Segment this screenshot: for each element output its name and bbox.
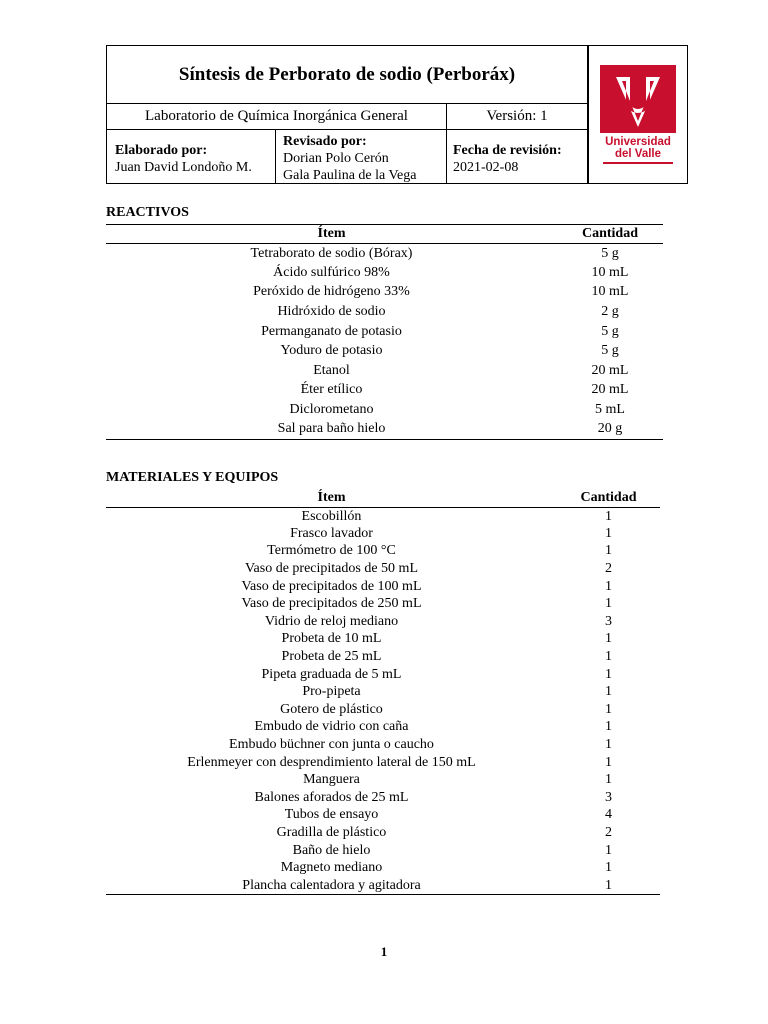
document-header	[106, 45, 688, 184]
table-row	[106, 283, 663, 303]
university-logo	[589, 46, 687, 183]
quantity-cell: 1	[605, 631, 612, 647]
fecha-cell	[453, 142, 562, 176]
reactivos-table	[106, 224, 663, 440]
table-row	[106, 771, 660, 789]
item-cell: Ácido sulfúrico 98%	[273, 264, 390, 280]
revisado-label: Revisado por:	[283, 134, 367, 149]
item-cell: Manguera	[303, 772, 360, 788]
item-cell: Sal para baño hielo	[277, 421, 386, 437]
logo-underline	[603, 162, 673, 164]
item-cell: Erlenmeyer con desprendimiento lateral de 150 mL	[187, 754, 476, 770]
quantity-cell: 1	[605, 666, 612, 682]
version-label: Versión: 1	[486, 108, 548, 124]
quantity-cell: 20 mL	[591, 382, 629, 398]
item-cell: Etanol	[313, 362, 350, 378]
reactivos-title: REACTIVOS	[106, 205, 189, 220]
table-row	[106, 302, 663, 322]
table-row	[106, 754, 660, 772]
quantity-cell: 1	[605, 578, 612, 594]
quantity-cell: 10 mL	[591, 284, 629, 300]
item-cell: Tubos de ensayo	[284, 807, 379, 823]
table-row	[106, 824, 660, 842]
revisado-name-1: Dorian Polo Cerón	[283, 151, 389, 166]
table-row	[106, 859, 660, 877]
quantity-cell: 1	[605, 719, 612, 735]
table-header-row	[106, 225, 663, 244]
materiales-title: MATERIALES Y EQUIPOS	[106, 470, 279, 485]
table-row	[106, 683, 660, 701]
table-row	[106, 595, 660, 613]
quantity-cell: 1	[605, 701, 612, 717]
table-header-row	[106, 489, 660, 508]
quantity-cell: 2	[605, 824, 612, 840]
quantity-cell: 1	[605, 772, 612, 788]
table-row	[106, 666, 660, 684]
table-row	[106, 420, 663, 440]
item-cell: Diclorometano	[289, 402, 374, 418]
quantity-cell: 1	[605, 649, 612, 665]
table-row	[106, 736, 660, 754]
quantity-cell: 1	[605, 684, 612, 700]
quantity-cell: 5 g	[601, 323, 619, 339]
quantity-cell: 10 mL	[591, 264, 629, 280]
table-row	[106, 701, 660, 719]
quantity-cell: 1	[605, 596, 612, 612]
item-cell: Hidróxido de sodio	[277, 304, 386, 320]
item-cell: Yoduro de potasio	[280, 343, 383, 359]
item-cell: Peróxido de hidrógeno 33%	[253, 284, 410, 300]
document-title: Síntesis de Perborato de sodio (Perboráx)	[178, 63, 516, 85]
item-cell: Frasco lavador	[290, 525, 373, 541]
table-row	[106, 381, 663, 401]
item-cell: Vaso de precipitados de 50 mL	[244, 561, 418, 577]
item-cell: Pro-pipeta	[302, 684, 361, 700]
item-cell: Probeta de 25 mL	[281, 649, 382, 665]
item-cell: Tetraborato de sodio (Bórax)	[250, 245, 413, 261]
quantity-cell: 5 g	[601, 343, 619, 359]
table-row	[106, 322, 663, 342]
quantity-cell: 20 g	[597, 421, 623, 437]
item-cell: Éter etílico	[300, 382, 363, 398]
item-cell: Termómetro de 100 °C	[267, 543, 396, 559]
table-row	[106, 877, 660, 895]
table-row	[106, 789, 660, 807]
item-cell: Magneto mediano	[280, 860, 383, 876]
column-header-item: Ítem	[317, 490, 346, 505]
elaborado-name: Juan David Londoño M.	[115, 160, 252, 175]
quantity-cell: 1	[605, 860, 612, 876]
item-cell: Embudo de vidrio con caña	[254, 719, 409, 735]
item-cell: Balones aforados de 25 mL	[254, 789, 409, 805]
item-cell: Embudo büchner con junta o caucho	[229, 737, 434, 753]
table-row	[106, 400, 663, 420]
table-row	[106, 263, 663, 283]
fecha-value: 2021-02-08	[453, 160, 519, 175]
revisado-name-2: Gala Paulina de la Vega	[283, 168, 417, 183]
elaborado-cell	[115, 142, 252, 176]
item-cell: Gotero de plástico	[280, 701, 383, 717]
table-row	[106, 719, 660, 737]
item-cell: Escobillón	[301, 508, 362, 524]
table-row	[106, 578, 660, 596]
quantity-cell: 1	[605, 543, 612, 559]
column-header-quantity: Cantidad	[581, 226, 639, 241]
quantity-cell: 1	[605, 754, 612, 770]
quantity-cell: 1	[605, 842, 612, 858]
column-header-quantity: Cantidad	[580, 490, 637, 505]
item-cell: Pipeta graduada de 5 mL	[261, 666, 402, 682]
table-row	[106, 613, 660, 631]
table-row	[106, 341, 663, 361]
item-cell: Gradilla de plástico	[276, 824, 387, 840]
item-cell: Vidrio de reloj mediano	[264, 613, 399, 629]
quantity-cell: 1	[605, 525, 612, 541]
quantity-cell: 1	[605, 508, 612, 524]
lab-name: Laboratorio de Química Inorgánica General	[145, 108, 408, 124]
table-row	[106, 807, 660, 825]
logo-text: Universidad del Valle	[605, 136, 671, 160]
table-row	[106, 648, 660, 666]
quantity-cell: 3	[605, 613, 612, 629]
page-number: 1	[380, 944, 388, 959]
revisado-cell	[283, 133, 416, 184]
quantity-cell: 1	[605, 877, 612, 893]
column-header-item: Ítem	[317, 226, 346, 241]
fecha-label: Fecha de revisión:	[453, 143, 562, 158]
item-cell: Vaso de precipitados de 250 mL	[241, 596, 422, 612]
table-row	[106, 361, 663, 381]
univalle-logo-icon	[600, 65, 676, 133]
item-cell: Plancha calentadora y agitadora	[242, 877, 421, 893]
elaborado-label: Elaborado por:	[115, 143, 208, 158]
materiales-table	[106, 489, 660, 895]
quantity-cell: 20 mL	[591, 362, 629, 378]
quantity-cell: 2 g	[601, 304, 619, 320]
item-cell: Probeta de 10 mL	[281, 631, 382, 647]
quantity-cell: 1	[605, 737, 612, 753]
table-row	[106, 508, 660, 526]
table-row	[106, 244, 663, 264]
quantity-cell: 4	[605, 807, 612, 823]
table-row	[106, 842, 660, 860]
item-cell: Permanganato de potasio	[261, 323, 402, 339]
quantity-cell: 3	[605, 789, 612, 805]
table-row	[106, 543, 660, 561]
table-row	[106, 560, 660, 578]
table-row	[106, 631, 660, 649]
quantity-cell: 2	[605, 561, 612, 577]
item-cell: Vaso de precipitados de 100 mL	[241, 578, 422, 594]
quantity-cell: 5 g	[601, 245, 619, 261]
item-cell: Baño de hielo	[292, 842, 371, 858]
table-row	[106, 525, 660, 543]
quantity-cell: 5 mL	[595, 402, 625, 418]
